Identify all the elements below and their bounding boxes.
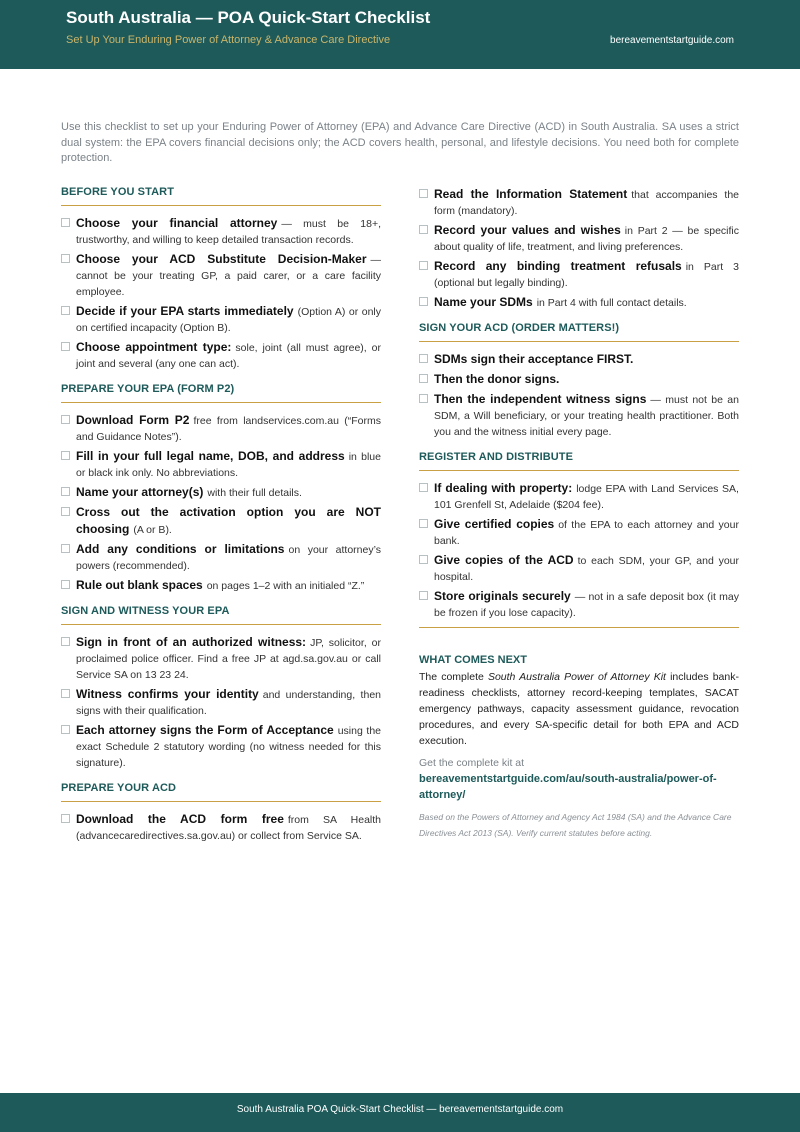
checkbox-icon[interactable]: [419, 189, 428, 198]
item-text: in blue or black ink only. No abbreviations.: [76, 451, 381, 479]
section-title-sign-acd: SIGN YOUR ACD (ORDER MATTERS!): [419, 322, 739, 342]
item-lead: Record any binding treatment refusals: [434, 259, 682, 273]
checkbox-icon[interactable]: [61, 342, 70, 351]
kit-label: Get the complete kit at: [419, 757, 525, 769]
item-text: on pages 1–2 with an initialed “Z.”: [206, 580, 365, 592]
item-text: — cannot be your treating GP, a paid carer, or a care facility employee.: [76, 254, 381, 298]
item-lead: Read the Information Statement: [434, 187, 628, 201]
checkbox-icon[interactable]: [419, 354, 428, 363]
section-title-prepare-acd: PREPARE YOUR ACD: [61, 782, 381, 802]
item-lead: Choose your ACD Substitute Decision-Maker: [76, 252, 367, 266]
checkbox-icon[interactable]: [419, 591, 428, 600]
page-footer: South Australia POA Quick-Start Checklist — bereavementstartguide.com: [0, 1093, 800, 1132]
next-body-pre: The complete: [419, 671, 488, 683]
checklist-prepare-acd: [61, 811, 381, 844]
checkbox-icon[interactable]: [419, 261, 428, 270]
checklist-item: [419, 391, 739, 440]
item-lead: Sign in front of an authorized witness:: [76, 635, 307, 649]
item-text: — must not be an SDM, a Will beneficiary, or your treating health practitioner. Both you and the witness initial every page.: [434, 394, 739, 438]
what-comes-next-title: WHAT COMES NEXT: [419, 654, 527, 666]
checklist-item: [61, 577, 381, 594]
item-lead: Rule out blank spaces: [76, 578, 203, 592]
item-lead: Name your SDMs: [434, 295, 533, 309]
checklist-item: [419, 552, 739, 585]
checklist-item: [61, 251, 381, 300]
section-title-sign-epa: SIGN AND WITNESS YOUR EPA: [61, 605, 381, 625]
item-lead: Add any conditions or limitations: [76, 542, 285, 556]
checkbox-icon[interactable]: [61, 725, 70, 734]
checklist-item: [61, 339, 381, 372]
checklist-item: [419, 258, 739, 291]
checkbox-icon[interactable]: [419, 374, 428, 383]
item-text: — not in a safe deposit box (it may be frozen if you lose capacity).: [434, 591, 739, 619]
checklist-item: [61, 686, 381, 719]
checklist-item: [419, 222, 739, 255]
next-body-post: includes bank-readiness checklists, attorney record-keeping templates, SACAT emergency pathways, capacity assessment guidance, revocation procedures, and every SA-specific detail for both EPA and ACD execution.: [419, 671, 739, 747]
item-lead: Download Form P2: [76, 413, 190, 427]
checklist-before: [61, 215, 381, 372]
item-text: in Part 2 — be specific about quality of life, treatment, and living preferences.: [434, 225, 740, 253]
checkbox-icon[interactable]: [61, 689, 70, 698]
checkbox-icon[interactable]: [61, 218, 70, 227]
checklist-item: [419, 588, 739, 621]
item-text: lodge EPA with Land Services SA, 101 Grenfell St, Adelaide ($204 fee).: [434, 483, 739, 511]
checkbox-icon[interactable]: [61, 451, 70, 460]
item-lead: Download the ACD form free: [76, 812, 284, 826]
checklist-register: [419, 480, 739, 621]
checklist-item: [61, 504, 381, 538]
checklist-item: [61, 484, 381, 501]
checkbox-icon[interactable]: [61, 814, 70, 823]
checklist-acd-continued: [419, 186, 739, 311]
checklist-item: [61, 215, 381, 248]
item-text: from SA Health (advancecaredirectives.sa.gov.au) or collect from Service SA.: [76, 814, 381, 842]
page-header: [0, 0, 800, 69]
checklist-item: [61, 634, 381, 683]
item-lead: Record your values and wishes: [434, 223, 621, 237]
checkbox-icon[interactable]: [419, 297, 428, 306]
item-lead: Give copies of the ACD: [434, 553, 574, 567]
checklist-item: [419, 516, 739, 549]
what-comes-next-body: [419, 669, 739, 749]
section-title-prepare-epa: PREPARE YOUR EPA (FORM P2): [61, 383, 381, 403]
checklist-item: [419, 371, 739, 388]
item-lead: Cross out the activation option you are NOT choosing: [76, 505, 381, 536]
item-text: with their full details.: [207, 487, 302, 499]
section-title-before: BEFORE YOU START: [61, 186, 381, 206]
item-text: on your attorney’s powers (recommended).: [76, 544, 381, 572]
checkbox-icon[interactable]: [419, 555, 428, 564]
item-text: JP, solicitor, or proclaimed police officer. Find a free JP at agd.sa.gov.au or call Service SA on 13 23 24.: [76, 637, 381, 681]
page-title: South Australia — POA Quick-Start Checklist: [66, 8, 431, 27]
checklist-item: [61, 303, 381, 336]
item-lead: Choose appointment type:: [76, 340, 232, 354]
checkbox-icon[interactable]: [61, 507, 70, 516]
checklist-item: [419, 351, 739, 368]
item-lead: Name your attorney(s): [76, 485, 204, 499]
item-lead: Decide if your EPA starts immediately: [76, 304, 294, 318]
item-text: in Part 3 (optional but legally binding).: [434, 261, 739, 289]
item-text: — must be 18+, trustworthy, and willing to keep detailed transaction records.: [76, 218, 381, 246]
checklist-item: [61, 811, 381, 844]
item-lead: Witness confirms your identity: [76, 687, 259, 701]
checklist-item: [61, 412, 381, 445]
item-lead: Then the donor signs.: [434, 372, 560, 386]
checkbox-icon[interactable]: [61, 306, 70, 315]
checklist-item: [61, 541, 381, 574]
checklist-item: [419, 294, 739, 311]
item-text: and understanding, then signs with their qualification.: [76, 689, 381, 717]
checklist-item: [61, 722, 381, 771]
item-text: (Option A) or only on certified incapacity (Option B).: [76, 306, 382, 334]
item-text: (A or B).: [133, 524, 172, 536]
item-lead: Fill in your full legal name, DOB, and address: [76, 449, 345, 463]
item-lead: Then the independent witness signs: [434, 392, 647, 406]
disclaimer: Based on the Powers of Attorney and Agency Act 1984 (SA) and the Advance Care Directives Act 2013 (SA). Verify current statutes before acting.: [419, 812, 732, 838]
item-text: free from landservices.com.au (“Forms and Guidance Notes”).: [76, 415, 381, 443]
item-text: using the exact Schedule 2 statutory wording (no witness needed for this signature).: [76, 725, 381, 769]
checkbox-icon[interactable]: [61, 487, 70, 496]
checklist-item: [61, 448, 381, 481]
checkbox-icon[interactable]: [61, 415, 70, 424]
page-subtitle: Set Up Your Enduring Power of Attorney & Advance Care Directive: [66, 34, 391, 46]
checkbox-icon[interactable]: [61, 254, 70, 263]
checklist-sign-epa: [61, 634, 381, 771]
item-text: sole, joint (all must agree), or joint and several (any one can act).: [76, 342, 381, 370]
checkbox-icon[interactable]: [61, 544, 70, 553]
checkbox-icon[interactable]: [419, 225, 428, 234]
item-text: to each SDM, your GP, and your hospital.: [434, 555, 739, 583]
item-text: that accompanies the form (mandatory).: [434, 189, 740, 217]
item-lead: Choose your financial attorney: [76, 216, 278, 230]
left-column: [61, 186, 381, 847]
item-text: in Part 4 with full contact details.: [536, 297, 687, 309]
item-lead: Give certified copies: [434, 517, 555, 531]
checkbox-icon[interactable]: [419, 394, 428, 403]
checklist-item: [419, 186, 739, 219]
kit-link[interactable]: bereavementstartguide.com/au/south-australia/power-of-attorney/: [419, 773, 717, 801]
item-lead: Store originals securely: [434, 589, 571, 603]
checkbox-icon[interactable]: [419, 519, 428, 528]
section-divider: [419, 627, 739, 628]
checkbox-icon[interactable]: [61, 637, 70, 646]
checkbox-icon[interactable]: [419, 483, 428, 492]
item-text: of the EPA to each attorney and your bank.: [434, 519, 739, 547]
kit-name: South Australia Power of Attorney Kit: [487, 671, 666, 683]
checklist-sign-acd: [419, 351, 739, 440]
checklist-prepare-epa: [61, 412, 381, 594]
item-lead: Each attorney signs the Form of Acceptance: [76, 723, 334, 737]
checklist-item: [419, 480, 739, 513]
intro-text: Use this checklist to set up your Enduring Power of Attorney (EPA) and Advance Care Directive (ACD) in South Australia. SA uses a strict dual system: the EPA covers financial decisions only; the ACD covers health, personal, and lifestyle decisions. You need both for complete protection.: [61, 121, 739, 164]
item-lead: If dealing with property:: [434, 481, 573, 495]
section-title-register: REGISTER AND DISTRIBUTE: [419, 451, 739, 471]
item-lead: SDMs sign their acceptance FIRST.: [434, 352, 634, 366]
checkbox-icon[interactable]: [61, 580, 70, 589]
right-column: [419, 186, 739, 841]
header-site: bereavementstartguide.com: [610, 35, 734, 46]
